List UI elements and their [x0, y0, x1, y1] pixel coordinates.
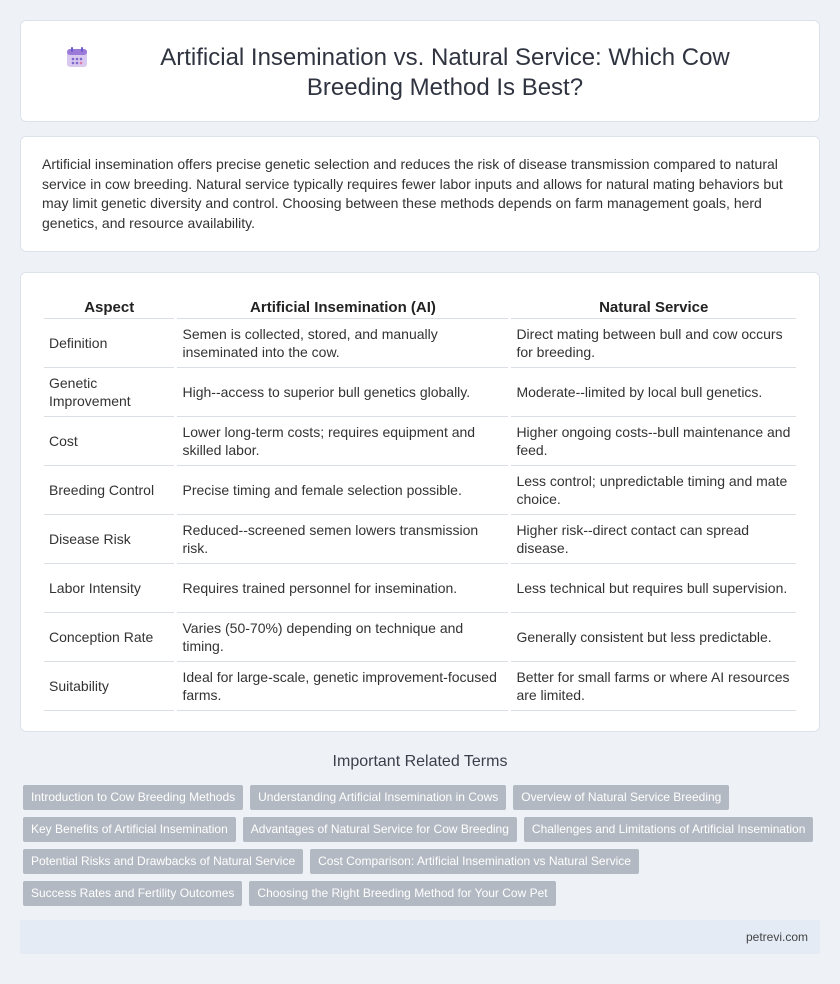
header-card [20, 20, 820, 122]
related-term-tag[interactable]: Overview of Natural Service Breeding [513, 785, 729, 810]
natural-cell: Moderate--limited by local bull genetics. [511, 368, 796, 417]
aspect-cell: Suitability [44, 662, 174, 711]
ai-cell: Ideal for large-scale, genetic improvement-focused farms. [177, 662, 508, 711]
related-term-tag[interactable]: Understanding Artificial Insemination in Cows [250, 785, 506, 810]
column-header: Natural Service [511, 293, 796, 319]
aspect-cell: Breeding Control [44, 466, 174, 515]
natural-cell: Generally consistent but less predictable. [511, 613, 796, 662]
aspect-cell: Cost [44, 417, 174, 466]
related-term-tag[interactable]: Key Benefits of Artificial Insemination [23, 817, 236, 842]
aspect-cell: Conception Rate [44, 613, 174, 662]
related-term-tag[interactable]: Cost Comparison: Artificial Insemination vs Natural Service [310, 849, 639, 874]
related-terms-title: Important Related Terms [332, 753, 508, 770]
footer [20, 920, 820, 954]
tag-row [23, 817, 823, 842]
column-header: Artificial Insemination (AI) [177, 293, 508, 319]
related-term-tag[interactable]: Advantages of Natural Service for Cow Breeding [243, 817, 517, 842]
table-row [44, 662, 796, 711]
ai-cell: Varies (50-70%) depending on technique and timing. [177, 613, 508, 662]
related-term-tag[interactable]: Challenges and Limitations of Artificial Insemination [524, 817, 813, 842]
table-header-row [44, 293, 796, 319]
column-header: Aspect [44, 293, 174, 319]
summary-card [20, 136, 820, 252]
aspect-cell: Disease Risk [44, 515, 174, 564]
comparison-table [41, 293, 799, 711]
natural-cell: Higher ongoing costs--bull maintenance and feed. [511, 417, 796, 466]
aspect-cell: Definition [44, 319, 174, 368]
ai-cell: Reduced--screened semen lowers transmission risk. [177, 515, 508, 564]
comparison-card [20, 272, 820, 732]
related-term-tag[interactable]: Success Rates and Fertility Outcomes [23, 881, 242, 906]
natural-cell: Better for small farms or where AI resources are limited. [511, 662, 796, 711]
table-row [44, 613, 796, 662]
ai-cell: Requires trained personnel for insemination. [177, 564, 508, 613]
related-term-tag[interactable]: Potential Risks and Drawbacks of Natural Service [23, 849, 303, 874]
table-row [44, 368, 796, 417]
natural-cell: Higher risk--direct contact can spread disease. [511, 515, 796, 564]
table-row [44, 417, 796, 466]
aspect-cell: Labor Intensity [44, 564, 174, 613]
table-row [44, 466, 796, 515]
table-row [44, 319, 796, 368]
ai-cell: High--access to superior bull genetics globally. [177, 368, 508, 417]
footer-site-link[interactable]: petrevi.com [745, 930, 808, 944]
table-row [44, 564, 796, 613]
page-title: Artificial Insemination vs. Natural Service: Which Cow Breeding Method Is Best? [160, 44, 730, 101]
ai-cell: Lower long-term costs; requires equipment and skilled labor. [177, 417, 508, 466]
ai-cell: Precise timing and female selection possible. [177, 466, 508, 515]
natural-cell: Less technical but requires bull supervision. [511, 564, 796, 613]
related-term-tag[interactable]: Choosing the Right Breeding Method for Your Cow Pet [249, 881, 555, 906]
tag-row [23, 849, 823, 874]
natural-cell: Direct mating between bull and cow occurs for breeding. [511, 319, 796, 368]
related-term-tag[interactable]: Introduction to Cow Breeding Methods [23, 785, 243, 810]
related-terms-list [23, 785, 823, 913]
table-row [44, 515, 796, 564]
summary-text: Artificial insemination offers precise genetic selection and reduces the risk of disease transmission compared to natural service in cow breeding. Natural service typically requires fewer labor inputs and allows for natural mating behaviors but may limit genetic diversity and control. Choosing between these methods depends on farm management goals, herd genetics, and resource availability. [42, 156, 783, 231]
ai-cell: Semen is collected, stored, and manually inseminated into the cow. [177, 319, 508, 368]
natural-cell: Less control; unpredictable timing and mate choice. [511, 466, 796, 515]
tag-row [23, 881, 823, 906]
tag-row [23, 785, 823, 810]
aspect-cell: Genetic Improvement [44, 368, 174, 417]
